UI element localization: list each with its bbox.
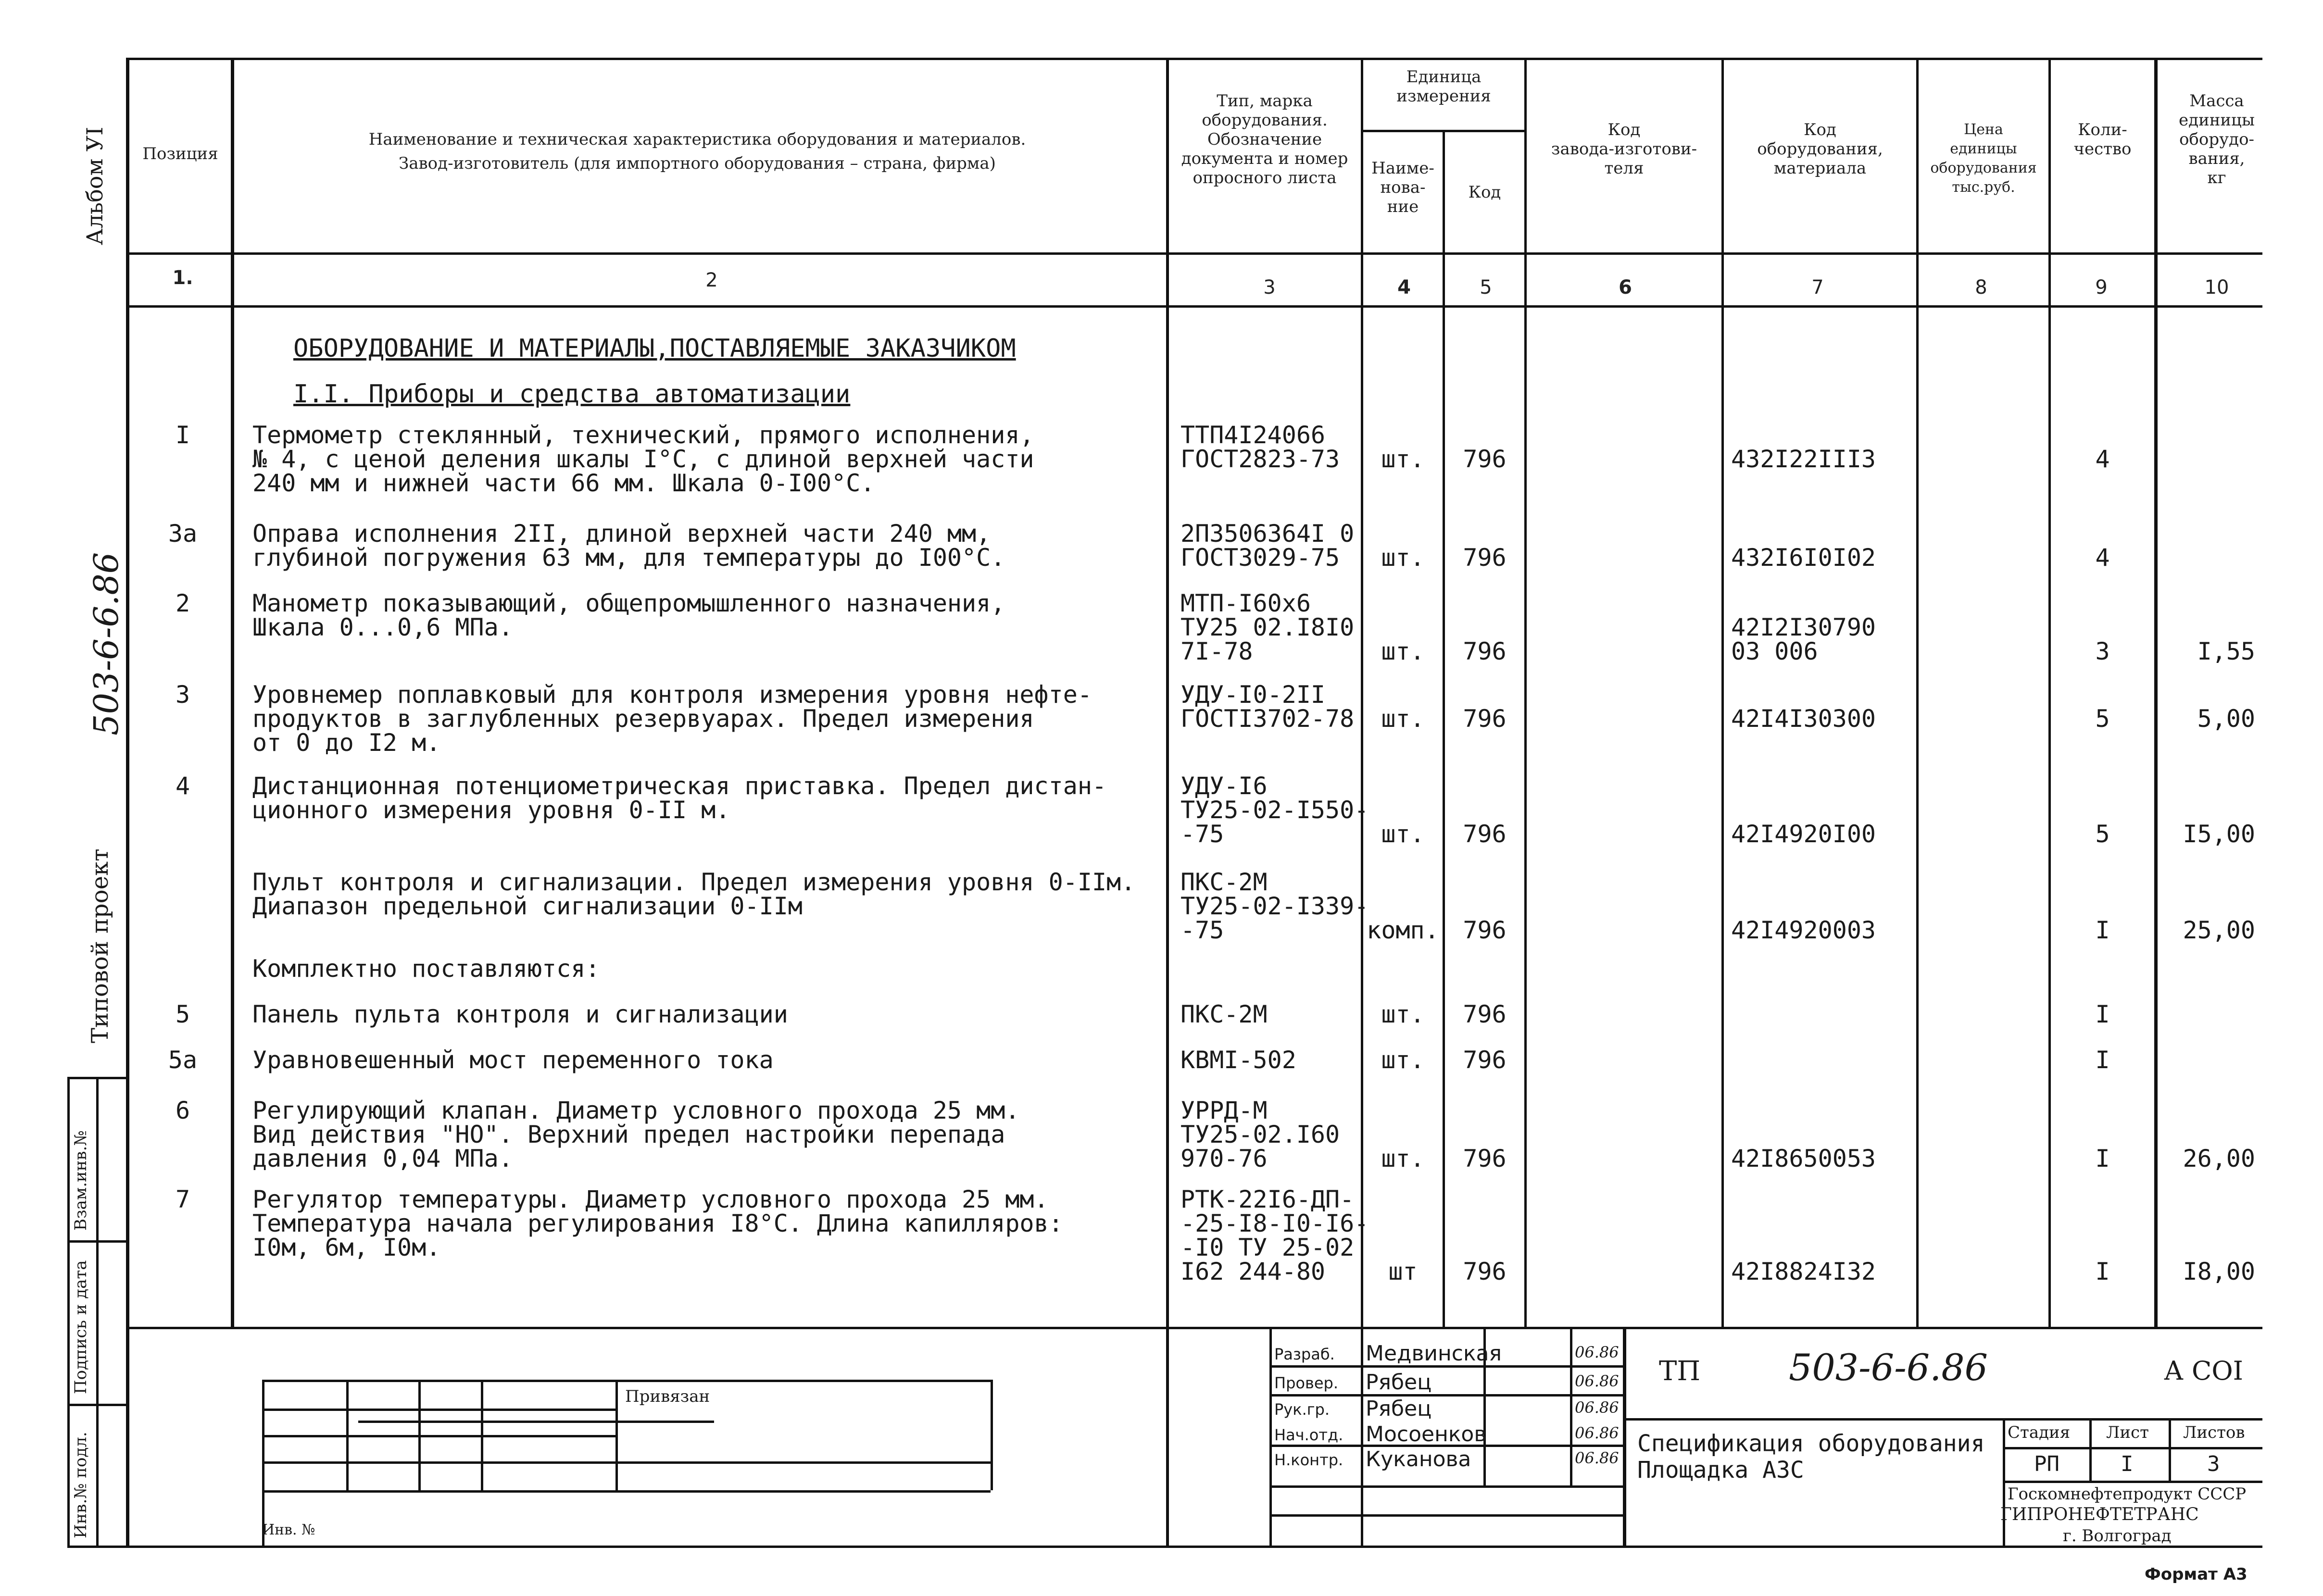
header-unit-group: Единица измерения: [1396, 67, 1491, 106]
project-type-label: Типовой проект: [87, 848, 113, 1043]
row-material-code: 432I6I0I02: [1731, 544, 1876, 572]
row-material-code: 42I4920003: [1731, 916, 1876, 944]
row-unit-code: 796: [1463, 1000, 1507, 1028]
row-name-line: Уровнемер поплавковый для контроля измерения уровня нефте-: [252, 681, 1092, 709]
row-unit: шт.: [1381, 705, 1425, 733]
title-block-top: [127, 1327, 2262, 1329]
colnum-5: 5: [1480, 276, 1492, 299]
signer-role: Н.контр.: [1274, 1451, 1344, 1469]
row-mass: I8,00: [2183, 1258, 2255, 1285]
row-name-line: Шкала 0...0,6 МПа.: [252, 613, 513, 641]
row-unit-code: 796: [1463, 544, 1507, 572]
row-unit-code: 796: [1463, 916, 1507, 944]
row-name-line: 240 мм и нижней части 66 мм. Шкала 0-I00°C.: [252, 469, 875, 497]
row-quantity: I: [2095, 1046, 2110, 1074]
colnum-2: 2: [705, 269, 718, 291]
colnum-9: 9: [2095, 276, 2108, 299]
sheet-label: Лист: [2106, 1423, 2149, 1442]
colnum-6: 6: [1619, 276, 1632, 299]
row-mass: I5,00: [2183, 820, 2255, 848]
row-unit: шт.: [1381, 1046, 1425, 1074]
stage-label: Стадия: [2008, 1423, 2071, 1442]
sig-h3: [358, 1421, 714, 1423]
sig-v4: [1570, 1327, 1572, 1485]
inv-label: Инв. №: [262, 1521, 315, 1538]
row-name-line: Диапазон предельной сигнализации 0-IIм: [252, 892, 803, 920]
tb-grid-h3: [262, 1435, 618, 1437]
row-unit: шт.: [1381, 445, 1425, 473]
header-unit-name: Наиме- нова- ние: [1371, 159, 1434, 216]
header-position: Позиция: [142, 144, 218, 163]
signer-date: 06.86: [1575, 1398, 1619, 1417]
frame-bottom: [127, 1546, 2262, 1548]
row-position: 3: [175, 681, 190, 709]
signer-role: Провер.: [1274, 1374, 1338, 1392]
tb-grid-v6: [991, 1380, 993, 1490]
row-type-line: УДУ-I6: [1180, 772, 1268, 800]
sig-v1: [1269, 1327, 1272, 1546]
header-type: Тип, марка оборудования. Обозначение документа и номер опросного листа: [1181, 91, 1348, 187]
signer-name: Рябец: [1366, 1396, 1432, 1421]
header-price: Цена единицы оборудования тыс.руб.: [1930, 121, 2037, 196]
colnum-4: 4: [1397, 276, 1411, 299]
row-unit-code: 796: [1463, 1258, 1507, 1285]
row-name-line: Оправа исполнения 2II, длиной верхней части 240 мм,: [252, 520, 991, 548]
row-position: 4: [175, 772, 190, 800]
row-mass: I,55: [2197, 637, 2255, 665]
row-name-line: Дистанционная потенциометрическая приставка. Предел дистан-: [252, 772, 1107, 800]
row-type-line: ПКС-2М: [1180, 868, 1268, 896]
row-type-line: -75: [1180, 916, 1224, 944]
row-type-line: -75: [1180, 820, 1224, 848]
row-name-line: I0м, 6м, I0м.: [252, 1234, 441, 1261]
title-v2: [2089, 1418, 2092, 1481]
row-type-line: ГОСТI3702-78: [1180, 705, 1355, 733]
sheet-value: I: [2121, 1452, 2134, 1476]
colnum-7: 7: [1811, 276, 1824, 299]
strip-top: [67, 1077, 127, 1079]
row-type-line: ТТП4I24066: [1180, 421, 1326, 449]
strip-cell-replace-inv: Взам.инв.№: [71, 1130, 90, 1231]
row-unit: комп.: [1367, 916, 1439, 944]
title-v1: [2003, 1418, 2005, 1546]
row-quantity: I: [2095, 1000, 2110, 1028]
signer-date: 06.86: [1575, 1449, 1619, 1467]
row-unit: шт.: [1381, 820, 1425, 848]
sig-h6: [1269, 1514, 1625, 1517]
row-unit: шт: [1388, 1258, 1418, 1285]
row-material-code: 42I8824I32: [1731, 1258, 1876, 1285]
row-type-line: МТП-I60х6: [1180, 589, 1311, 617]
doc-number: 503-6-6.86: [1789, 1346, 1988, 1389]
row-quantity: 5: [2095, 820, 2110, 848]
row-position: 5: [175, 1000, 190, 1028]
col-line-3: [1361, 58, 1363, 1327]
row-type-line: ГОСТ2823-73: [1180, 445, 1340, 473]
row-material-code: 42I4I30300: [1731, 705, 1876, 733]
tp-label: ТП: [1659, 1356, 1701, 1387]
row-type-line: ТУ25 02.I8I0: [1180, 613, 1355, 641]
row-material-code: 42I4920I00: [1731, 820, 1876, 848]
row-name-line: Регулятор температуры. Диаметр условного прохода 25 мм.: [252, 1185, 1049, 1213]
signer-date: 06.86: [1575, 1343, 1619, 1361]
col-line-1: [231, 58, 234, 1327]
tb-grid-h4: [262, 1461, 991, 1464]
row-name-line: Вид действия "НО". Верхний предел настройки перепада: [252, 1121, 1005, 1148]
row-position: I: [175, 421, 190, 449]
col-line-6: [1721, 58, 1724, 1327]
col-line-5: [1524, 58, 1527, 1327]
row-name-line: № 4, с ценой деления шкалы I°C, с длиной верхней части: [252, 445, 1034, 473]
org-ministry: Госкомнефтепродукт СССР: [2008, 1484, 2247, 1504]
strip-border-left: [67, 1077, 70, 1548]
row-quantity: 3: [2095, 637, 2110, 665]
strip-bottom: [67, 1546, 127, 1548]
row-position: 6: [175, 1097, 190, 1124]
signer-date: 06.86: [1575, 1372, 1619, 1390]
row-unit-code: 796: [1463, 820, 1507, 848]
row-type-line: 970-76: [1180, 1145, 1268, 1172]
sig-h5: [1269, 1485, 1625, 1488]
header-divider: [127, 252, 2262, 255]
title-v3: [2169, 1418, 2171, 1481]
project-code-handwritten: 503-6-6.86: [87, 552, 126, 736]
row-position: 2: [175, 589, 190, 617]
col-line-2: [1166, 58, 1169, 1546]
org-institute: ГИПРОНЕФТЕТРАНС: [2000, 1505, 2199, 1524]
colnum-3: 3: [1263, 276, 1276, 299]
col-line-7: [1916, 58, 1919, 1327]
tb-grid-h5: [262, 1490, 991, 1493]
row-unit-code: 796: [1463, 1145, 1507, 1172]
stage-value: РП: [2034, 1452, 2059, 1476]
header-unit-code: Код: [1468, 183, 1501, 202]
row-mass: 26,00: [2183, 1145, 2255, 1172]
colnum-10: 10: [2204, 276, 2229, 299]
row-unit-code: 796: [1463, 705, 1507, 733]
row-unit: шт.: [1381, 544, 1425, 572]
numbers-divider: [127, 305, 2262, 308]
row-position: 7: [175, 1185, 190, 1213]
strip-cell-inv-orig: Инв.№ подл.: [71, 1432, 90, 1538]
row-quantity: 5: [2095, 705, 2110, 733]
row-name-line: продуктов в заглубленных резервуарах. Предел измерения: [252, 705, 1034, 733]
doc-title-line2: Площадка АЗС: [1637, 1457, 1804, 1484]
frame-left: [126, 58, 129, 1548]
row-type-line: РТК-22I6-ДП-: [1180, 1185, 1355, 1213]
header-factory-code: Код завода-изготови- теля: [1551, 120, 1697, 178]
row-type-line: ПКС-2М: [1180, 1000, 1268, 1028]
title-h1: [1623, 1418, 2262, 1421]
row-name-line: Пульт контроля и сигнализации. Предел измерения уровня 0-IIм.: [252, 868, 1136, 896]
doc-title-line1: Спецификация оборудования: [1637, 1430, 1985, 1457]
row-name-line: ционного измерения уровня 0-II м.: [252, 796, 730, 824]
sig-v2: [1361, 1327, 1363, 1546]
album-label: Альбом УI: [82, 126, 108, 245]
row-type-line: 2П3506364I 0: [1180, 520, 1355, 548]
row-name-line: Панель пульта контроля и сигнализации: [252, 1000, 788, 1028]
privyazan-label: Привязан: [625, 1387, 710, 1406]
sheets-value: 3: [2207, 1452, 2220, 1476]
sheet-code: А СОI: [2164, 1356, 2243, 1386]
row-name-line: Комплектно поставляются:: [252, 955, 600, 983]
row-type-line: 7I-78: [1180, 637, 1253, 665]
col-line-9: [2154, 58, 2158, 1327]
strip-div-1: [67, 1240, 127, 1243]
strip-cell-sign-date: Подпись и дата: [71, 1260, 90, 1394]
row-material-code: 42I2I30790 03 006: [1731, 613, 1876, 665]
tb-grid-h2: [262, 1409, 618, 1411]
row-unit: шт.: [1381, 637, 1425, 665]
row-unit-code: 796: [1463, 637, 1507, 665]
row-quantity: 4: [2095, 544, 2110, 572]
col-line-8: [2048, 58, 2051, 1327]
header-material-code: Код оборудования, материала: [1757, 120, 1883, 178]
org-city: г. Волгоград: [2063, 1526, 2172, 1546]
title-h3: [2003, 1481, 2262, 1483]
row-name-line: Манометр показывающий, общепромышленного назначения,: [252, 589, 1005, 617]
row-type-line: УДУ-I0-2II: [1180, 681, 1326, 709]
row-type-line: I62 244-80: [1180, 1258, 1326, 1285]
row-material-code: 432I22III3: [1731, 445, 1876, 473]
row-unit-code: 796: [1463, 1046, 1507, 1074]
row-type-line: ТУ25-02-I550-: [1180, 796, 1369, 824]
sig-v5: [1623, 1327, 1626, 1546]
signer-name: Мосоенков: [1366, 1422, 1487, 1446]
signer-role: Нач.отд.: [1274, 1426, 1344, 1444]
row-name-line: Термометр стеклянный, технический, прямого исполнения,: [252, 421, 1034, 449]
row-mass: 25,00: [2183, 916, 2255, 944]
row-type-line: УРРД-М: [1180, 1097, 1268, 1124]
title-h2: [2003, 1447, 2262, 1449]
row-mass: 5,00: [2197, 705, 2255, 733]
section-title: ОБОРУДОВАНИЕ И МАТЕРИАЛЫ,ПОСТАВЛЯЕМЫЕ ЗАКАЗЧИКОМ: [293, 334, 1016, 363]
row-name-line: Температура начала регулирования I8°C. Длина капилляров:: [252, 1209, 1063, 1237]
row-position: 5а: [168, 1046, 198, 1074]
row-quantity: I: [2095, 916, 2110, 944]
row-quantity: I: [2095, 1145, 2110, 1172]
sig-h2: [1269, 1394, 1625, 1396]
row-name-line: давления 0,04 МПа.: [252, 1145, 513, 1172]
header-quantity: Коли- чество: [2073, 120, 2132, 159]
header-name-line1: Наименование и техническая характеристика оборудования и материалов.: [368, 130, 1026, 149]
signer-role: Разраб.: [1274, 1345, 1335, 1363]
signer-date: 06.86: [1575, 1424, 1619, 1442]
subsection-title: I.I. Приборы и средства автоматизации: [293, 380, 851, 409]
row-type-line: ТУ25-02.I60: [1180, 1121, 1340, 1148]
header-name-line2: Завод-изготовитель (для импортного оборудования – страна, фирма): [399, 154, 996, 173]
row-type-line: -25-I8-I0-I6-: [1180, 1209, 1369, 1237]
row-material-code: 42I8650053: [1731, 1145, 1876, 1172]
unit-group-divider: [1361, 130, 1527, 132]
signer-name: Рябец: [1366, 1370, 1432, 1395]
format-label: Формат А3: [2145, 1565, 2248, 1584]
row-quantity: 4: [2095, 445, 2110, 473]
signer-name: Куканова: [1366, 1447, 1471, 1471]
row-type-line: -I0 ТУ 25-02: [1180, 1234, 1355, 1261]
tb-grid-h1: [262, 1380, 991, 1382]
strip-div-2: [67, 1404, 127, 1406]
row-name-line: глубиной погружения 63 мм, для температуры до I00°C.: [252, 544, 1005, 572]
row-unit: шт.: [1381, 1145, 1425, 1172]
row-name-line: Уравновешенный мост переменного тока: [252, 1046, 774, 1074]
sheets-label: Листов: [2183, 1423, 2245, 1442]
row-type-line: ТУ25-02-I339-: [1180, 892, 1369, 920]
row-type-line: ГОСТ3029-75: [1180, 544, 1340, 572]
row-position: 3а: [168, 520, 198, 548]
frame-top: [127, 58, 2262, 60]
row-name-line: от 0 до I2 м.: [252, 729, 441, 757]
colnum-8: 8: [1975, 276, 1987, 299]
colnum-1: 1.: [172, 267, 193, 289]
row-unit: шт.: [1381, 1000, 1425, 1028]
strip-border-mid: [96, 1077, 99, 1548]
header-mass: Масса единицы оборудо- вания, кг: [2179, 91, 2255, 187]
signer-role: Рук.гр.: [1274, 1400, 1330, 1419]
row-unit-code: 796: [1463, 445, 1507, 473]
row-name-line: Регулирующий клапан. Диаметр условного прохода 25 мм.: [252, 1097, 1020, 1124]
signer-name: Медвинская: [1366, 1341, 1502, 1366]
row-type-line: КВМI-502: [1180, 1046, 1296, 1074]
row-quantity: I: [2095, 1258, 2110, 1285]
